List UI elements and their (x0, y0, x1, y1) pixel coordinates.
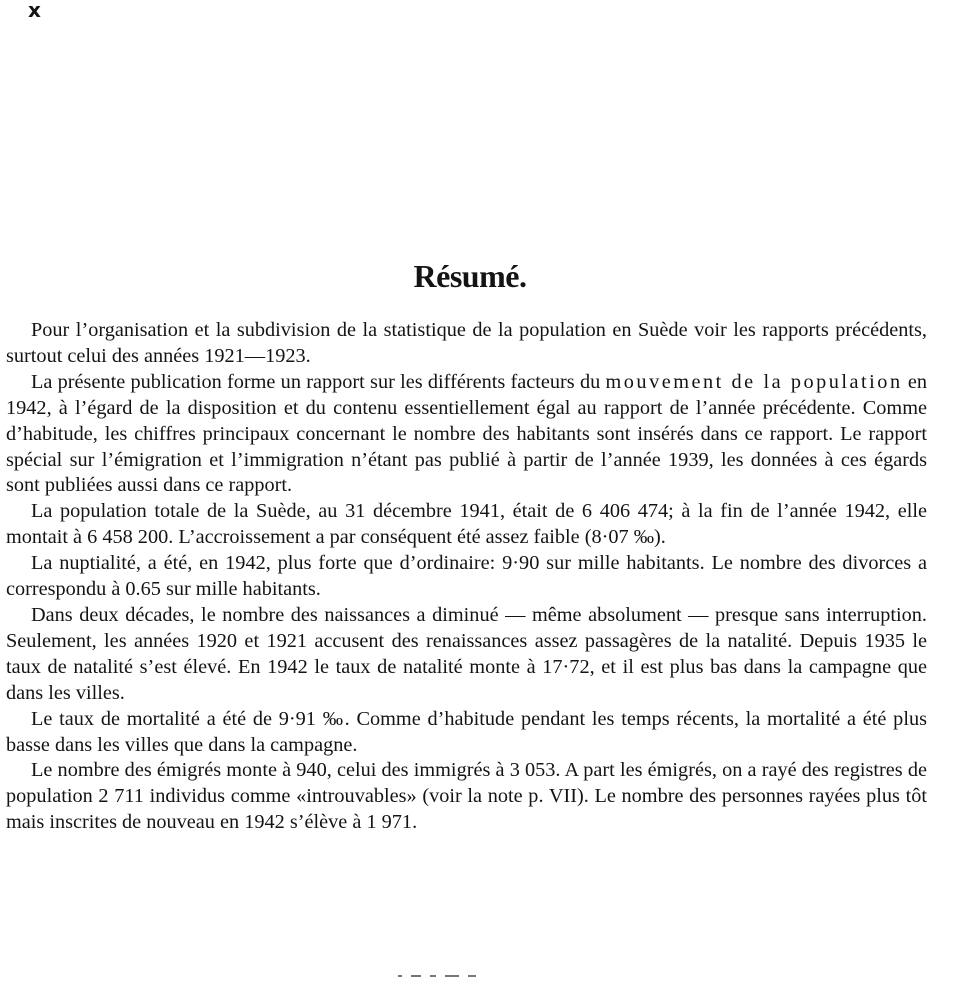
paragraph-1: Pour l’organisation et la subdivision de la statistique de la population en Suède voir les rapports précédents, surtout celui des années 1921—1923. (6, 319, 927, 367)
paragraph-7: Le nombre des émigrés monte à 940, celui des immigrés à 3 053. A part les émigrés, on a rayé des registres de population 2 711 individus comme «introuvables» (voir la note p. VII). Le nombre des personnes rayées plus tôt mais inscrites de nouveau en 1942 s’élève à 1 971. (6, 759, 927, 834)
paragraph-2-start: La présente publication forme un rapport sur les différents facteurs du (31, 370, 606, 393)
page-title: Résumé. (413, 258, 527, 294)
paragraph-6: Le taux de mortalité a été de 9·91 ‰. Comme d’habitude pendant les temps récents, la mortalité a été plus basse dans les villes que dans la campagne. (6, 707, 927, 756)
paragraph-2 (6, 370, 927, 500)
paragraph-4: La nuptialité, a été, en 1942, plus forte que d’ordinaire: 9·90 sur mille habitants. Le nombre des divorces a correspondu à 0.65 sur mille habitants. (6, 552, 927, 601)
page-number: x (28, 0, 41, 22)
paragraph-2-emphasis: mouvement de la population (605, 370, 903, 393)
paragraph-2-rest: en 1942, à l’égard de la disposition et du contenu essentiellement égal au rapport de l’année précédente. Comme d’habitude, les chiffres principaux concernant le nombre des habitants sont insérés dans ce rapport. Le rapport spécial sur l’émigration et l’immigration n’étant pas publié à partir de l’année 1939, les données à ces égards sont publiées aussi dans ce rapport. (6, 370, 928, 497)
paragraph-5: Dans deux décades, le nombre des naissances a diminué — même absolument — presque sans interruption. Seulement, les années 1920 et 1921 accusent des renaissances assez passagères de la natalité. Depuis 1935 le taux de natalité s’est élevé. En 1942 le taux de natalité monte à 17·72, et il est plus bas dans la campagne que dans les villes. (6, 603, 927, 704)
paragraph-3: La population totale de la Suède, au 31 décembre 1941, était de 6 406 474; à la fin de l’année 1942, elle montait à 6 458 200. L’accroissement a par conséquent été assez faible (8·07 ‰). (6, 500, 927, 549)
resume-body (6, 318, 927, 836)
footer-print-mark (398, 973, 538, 979)
